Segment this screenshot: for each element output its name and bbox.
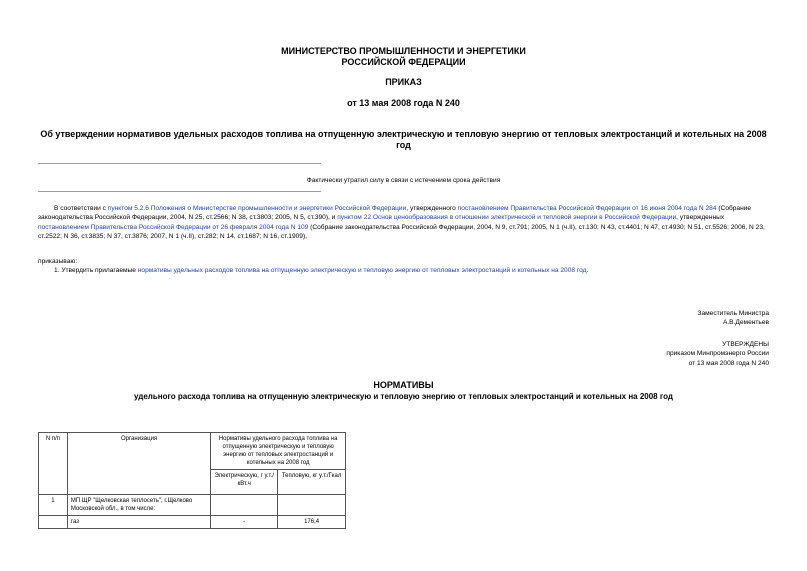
doc-type: ПРИКАЗ	[385, 77, 422, 87]
norms-title: НОРМАТИВЫ	[373, 380, 434, 390]
cell-electric	[211, 495, 278, 516]
table-row	[39, 516, 346, 529]
signature-name: А.В.Дементьев	[722, 319, 769, 327]
header-cell-organization: Организация	[67, 433, 210, 495]
table-row	[39, 495, 346, 516]
cell-number	[39, 516, 68, 529]
header-cell-number: N п/п	[39, 433, 68, 495]
approval-line-2: приказом Минпромэнерго России	[666, 350, 769, 358]
header-cell-electric: Электрическую, г у.т./кВт.ч	[211, 470, 278, 495]
link-decree-284[interactable]: постановлением Правительства Российской Федерации от 16 июня 2004 года N 284	[457, 205, 717, 212]
preamble-text: , утвержденного	[406, 205, 458, 212]
doc-title-line-2: год	[396, 140, 411, 150]
cell-organization: газ	[67, 516, 210, 529]
norms-table	[38, 432, 346, 529]
signature-position: Заместитель Министра	[697, 310, 769, 317]
cell-heat: 176,4	[278, 516, 346, 529]
approval-line-1: УТВЕРЖДЕНЫ	[722, 341, 769, 348]
signature-block	[697, 309, 769, 328]
preamble-text: , утвержденных	[676, 214, 725, 222]
cell-organization: МП ЩР "Щелковская теплосеть", г.Щелково Московской обл., в том числе:	[67, 495, 210, 516]
link-decree-109[interactable]: постановлением Правительства Российской Федерации от 26 февраля 2004 года N 109	[38, 223, 309, 231]
approval-line-3: от 13 мая 2008 года N 240	[688, 359, 769, 367]
ministry-line-1: МИНИСТЕРСТВО ПРОМЫШЛЕННОСТИ И ЭНЕРГЕТИКИ	[281, 46, 526, 56]
status-note: Фактически утратил силу в связи с истечением срока действия	[306, 177, 501, 184]
preamble-paragraph	[38, 204, 772, 242]
order-item-1	[54, 266, 774, 275]
header-cell-heat: Тепловую, кг у.т./Гкал	[278, 470, 346, 495]
order-verb: приказываю:	[38, 258, 78, 265]
link-clause-22-pricing-basics[interactable]: пунктом 22 Основ ценообразования в отношении электрической и тепловой энергии в Российской Федерации	[337, 214, 677, 222]
doc-title	[30, 129, 777, 151]
preamble-text: (Собрание законодательства Российской Федерации, 2004, N 25, ст.2566; N 38, ст.3803; 2005, N 5, ст.390), и	[38, 205, 752, 222]
ministry-name	[0, 46, 807, 68]
preamble-text: В соответствии с	[54, 205, 108, 212]
divider-top	[38, 163, 321, 164]
doc-date-number: от 13 мая 2008 года N 240	[347, 98, 460, 108]
approval-block	[666, 340, 769, 368]
norms-subtitle: удельного расхода топлива на отпущенную электрическую и тепловую энергию от тепловых электростанций и котельных на 2008 год	[134, 392, 673, 401]
doc-title-line-1: Об утверждении нормативов удельных расходов топлива на отпущенную электрическую и тепловую энергию от тепловых электростанций и котельных на 2008	[40, 129, 767, 139]
order-item-text: 1. Утвердить прилагаемые	[54, 267, 138, 274]
cell-number: 1	[39, 495, 68, 516]
link-fuel-norms-2008[interactable]: нормативы удельных расходов топлива на отпущенную электрическую и тепловую энергию от тепловых электростанций и котельных на 2008 год	[137, 267, 587, 274]
link-clause-5-2-6[interactable]: пунктом 5.2.6	[107, 205, 149, 212]
table-header-row	[39, 433, 346, 470]
ministry-line-2: РОССИЙСКОЙ ФЕДЕРАЦИИ	[341, 57, 466, 67]
header-cell-norms: Нормативы удельного расхода топлива на отпущенную электрическую и тепловую энергию от тепловых электростанций и котельных на 2008 год	[211, 433, 346, 470]
preamble-text: (Собрание законодательства Российской Федерации, 2004, N 9, ст.791; 2005, N 1 (ч.II), ст.130; N 43, ст.4401; N 47, ст.4930; N 51, ст.5526; 2006, N 23, ст.2522; N 36, ст.3835; N 37, ст.3876; 2007, N 1 (ч.II), ст.282; N 14, ст.1687; N 16, ст.1909),	[38, 223, 765, 241]
link-ministry-regulation[interactable]: Положения о Министерстве промышленности и энергетики Российской Федерации	[150, 205, 407, 212]
cell-heat	[278, 495, 346, 516]
cell-electric: -	[211, 516, 278, 529]
order-item-text: .	[586, 267, 589, 274]
divider-bottom	[38, 191, 321, 192]
